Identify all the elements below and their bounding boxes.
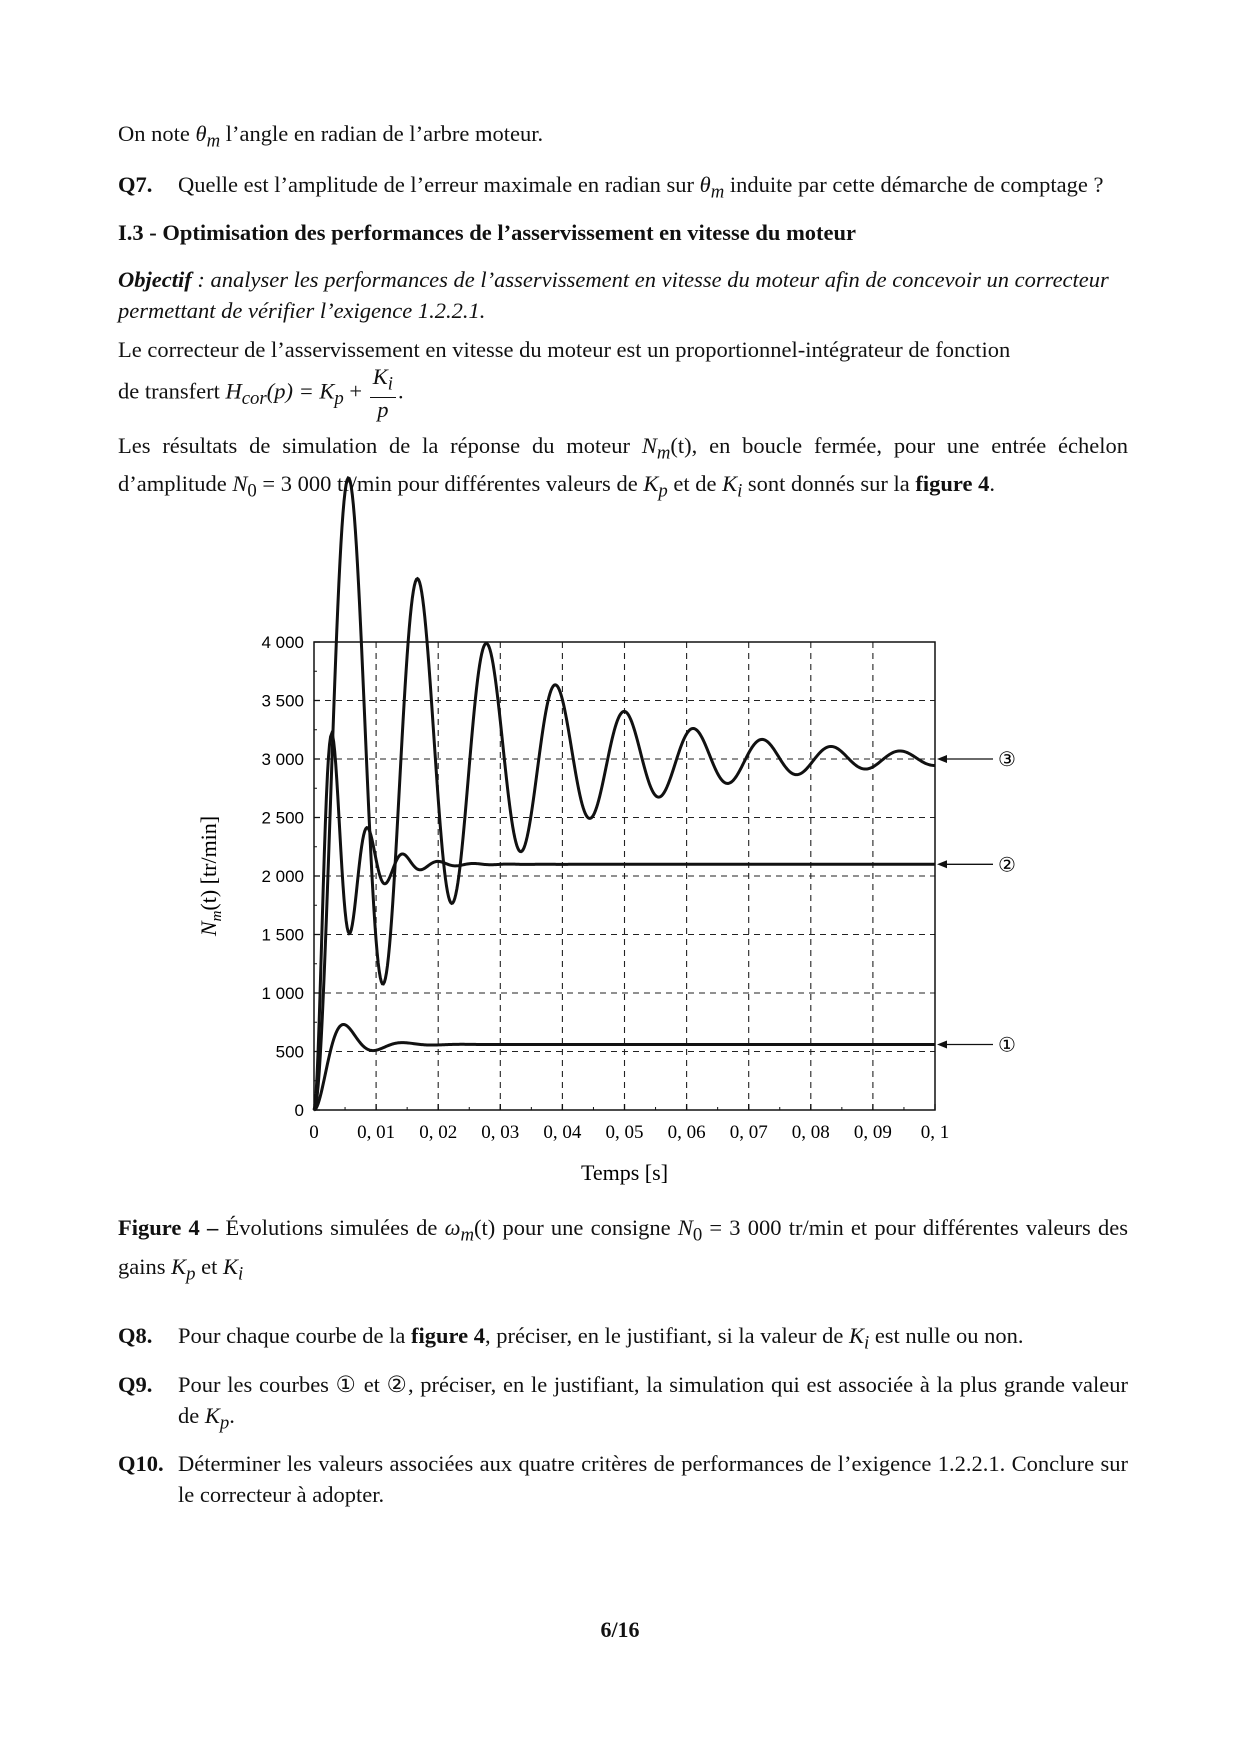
y-tick-label: 3 000 [261,750,304,769]
question-q8 [118,1320,1128,1359]
arrow-head [937,1040,947,1048]
questions-block [118,1320,1128,1520]
corrector-paragraph: Le correcteur de l’asservissement en vitesse du moteur est un proportionnel-intégrateur de fonction de transfert $H_{cor}(p) = K_p$ + $\frac{K_i}{p}$ . [118,337,1011,422]
x-tick-label: 0, 04 [543,1122,582,1143]
x-tick-label: 0, 06 [667,1122,706,1143]
curve-label: ① [998,1034,1016,1057]
y-tick-label: 1 500 [261,925,304,945]
curve-③ [314,478,935,1110]
x-tick-label: 0, 09 [853,1122,892,1143]
y-tick-label: 2 000 [261,867,304,886]
y-tick-label: 2 500 [261,808,304,828]
curve-label: ② [998,854,1016,877]
theta-subscript: m [206,130,221,152]
results-paragraph: Les résultats de simulation de la réponse du moteur $N_m(t)$, en boucle fermée, pour une entrée échelon d’amplitude $N_0 = 3$ 000 tr/min pour différentes valeurs de $K_p$ et de $K_i$ sont donnés sur la figure 4. [118,432,1128,502]
x-tick-label: 0, 03 [481,1122,520,1143]
intro-text-end: l’angle en radian de l’arbre moteur. [220,121,544,146]
y-tick-label: 3 500 [261,691,304,711]
x-tick-label: 0, 01 [357,1122,396,1143]
question-number: Q9. [118,1371,153,1397]
curve-label: ③ [998,749,1016,771]
y-tick-label: 500 [275,1042,304,1062]
question-q10 [118,1448,1128,1510]
objective-text: : analyser les performances de l’asservissement en vitesse du moteur afin de concevoir un correcteur permettant de vérifier l’exigence 1.2.2.1. [118,267,1109,323]
intro-text: On note [118,121,196,146]
x-tick-label: 0, 08 [791,1122,830,1143]
transfer-fraction: $\frac{K_i}{p}$ [370,365,396,422]
x-tick-label: 0, 02 [419,1122,458,1143]
page-body [118,118,1128,519]
theta-symbol: θ [195,121,207,146]
x-tick-label: 0, 05 [605,1122,644,1143]
caption-label: Figure 4 – [118,1215,219,1240]
figure-caption: Figure 4 – Évolutions simulées de $\omega_m(t)$ pour une consigne $N_0 = 3$ 000 tr/min et pour différentes valeurs des gains $K_p$ et $K_i$ [118,1215,1129,1284]
question-q7 [118,169,1128,208]
objective-paragraph [118,264,1128,326]
y-tick-label: 4 000 [261,633,304,652]
y-axis-label: $N_m(t)$ [tr/min] [196,815,225,937]
objective-label: Objectif [118,267,192,292]
question-number: Q10. [118,1451,164,1476]
question-text: Pour chaque courbe de la figure 4, préciser, en le justifiant, si la valeur de $K_i$ est nulle ou non. [178,1323,1024,1354]
x-tick-label: 0, 07 [729,1122,768,1143]
page-number: 6/16 [600,1617,640,1642]
question-text: Pour les courbes ① et ②, préciser, en le justifiant, la simulation qui est associée à la plus grande valeur de $K_p$. [178,1371,1128,1433]
figure-reference[interactable]: figure 4 [915,471,990,496]
x-tick-label: 0, 1 [920,1122,950,1143]
x-tick-label: 0 [309,1122,319,1143]
y-tick-label: 0 [294,1101,304,1120]
response-chart [180,620,1060,1185]
x-axis-label: Temps [s] [580,1160,669,1185]
intro-paragraph [118,118,1128,157]
question-q9 [118,1369,1128,1439]
question-text: Déterminer les valeurs associées aux quatre critères de performances de l’exigence 1.2.2.1. Conclure sur le correcteur à adopter. [178,1451,1128,1507]
question-text: Quelle est l’amplitude de l’erreur maximale en radian sur $\theta_m$ induite par cette démarche de comptage ? [178,171,1104,202]
arrow-head [937,860,947,868]
y-tick-label: 1 000 [261,984,304,1003]
section-heading: I.3 - Optimisation des performances de l’asservissement en vitesse du moteur [118,220,857,245]
question-number: Q7. [118,171,153,197]
arrow-head [937,755,947,763]
figure-4 [180,620,1060,1185]
question-number: Q8. [118,1323,153,1348]
